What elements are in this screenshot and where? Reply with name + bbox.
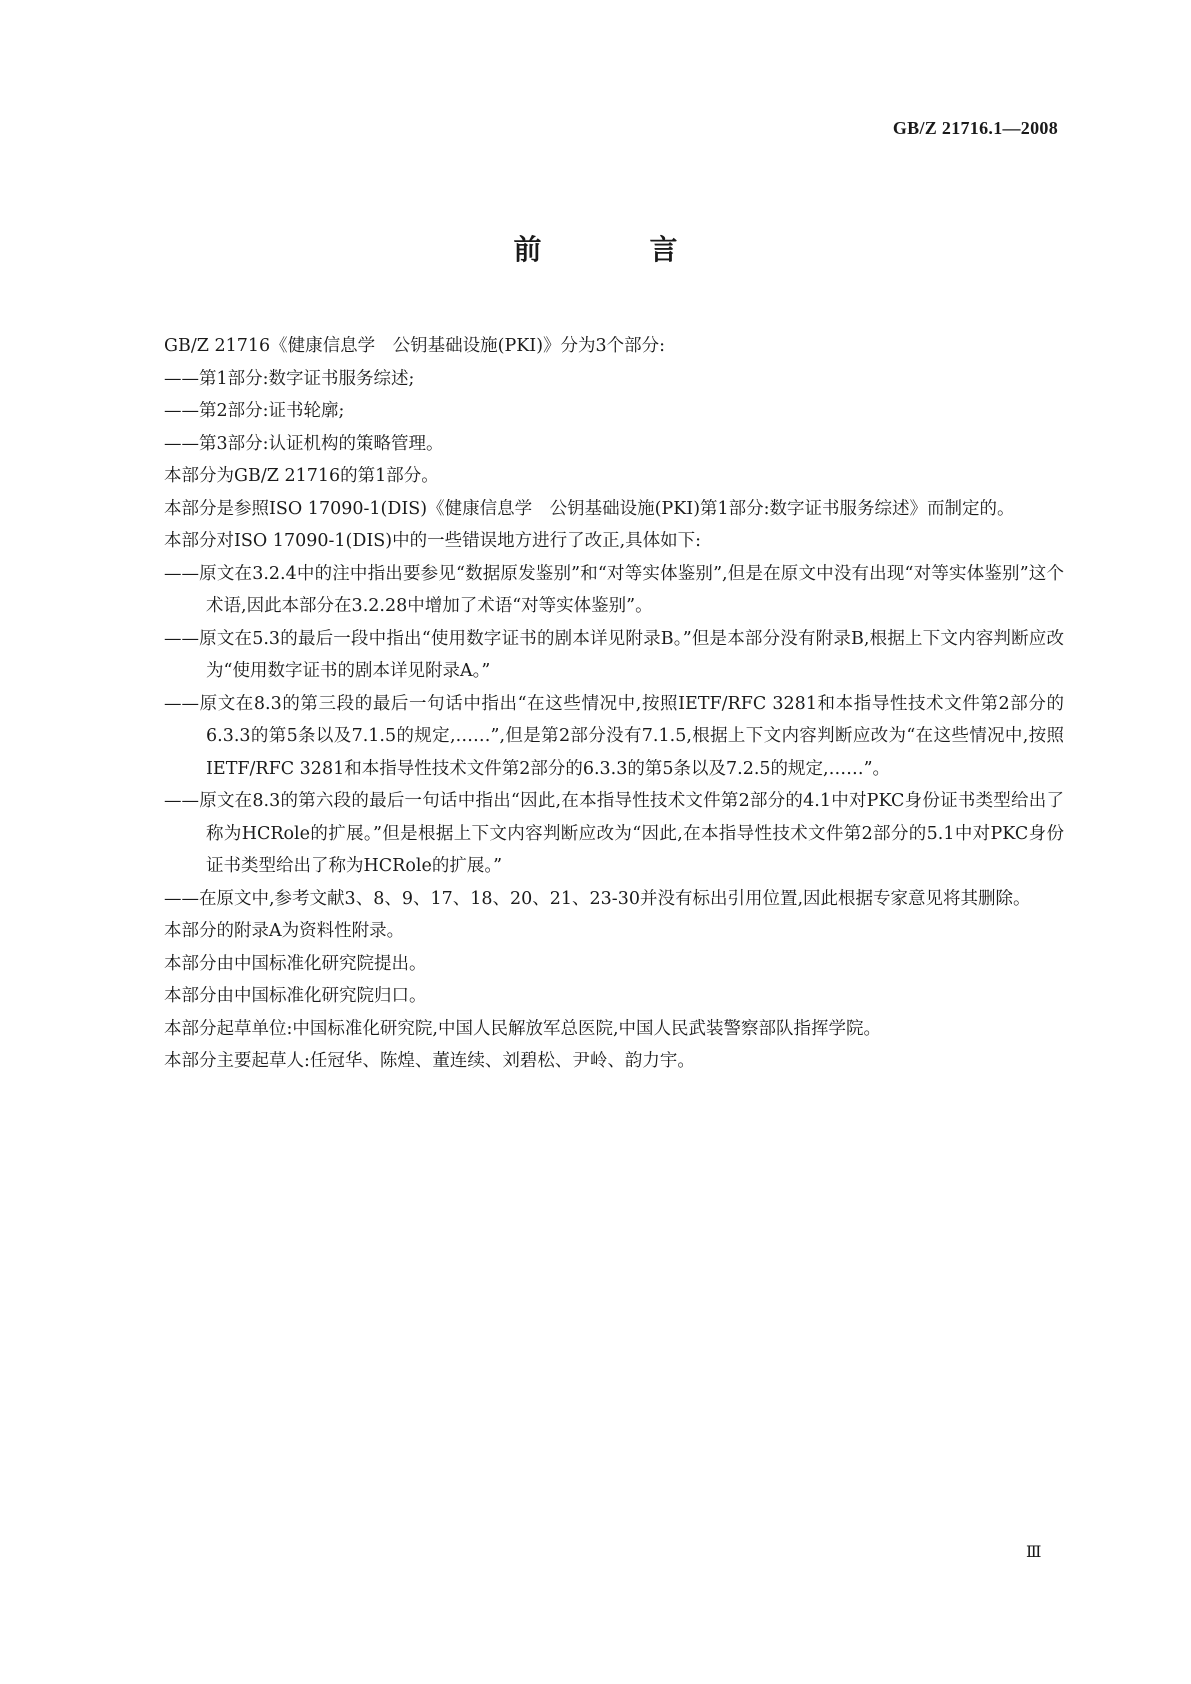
page-number: Ⅲ [1026, 1544, 1042, 1561]
page-title: 前 言 [513, 233, 718, 266]
paragraph-corrections-intro: 本部分对ISO 17090-1(DIS)中的一些错误地方进行了改正,具体如下: [164, 531, 702, 551]
list-item-correction-1: ——原文在3.2.4中的注中指出要参见“数据原发鉴别”和“对等实体鉴别”,但是在原文中没有出现“对等实体鉴别”这个术语,因此本部分在3.2.28中增加了术语“对等实体鉴别”。 [164, 563, 1064, 616]
list-item-part-2: ——第2部分:证书轮廓; [164, 401, 345, 421]
list-item-correction-2: ——原文在5.3的最后一段中指出“使用数字证书的剧本详见附录B。”但是本部分没有附录B,根据上下文内容判断应改为“使用数字证书的剧本详见附录A。” [164, 628, 1064, 681]
standard-code: GB/Z 21716.1—2008 [892, 118, 1058, 138]
paragraph-annex: 本部分的附录A为资料性附录。 [164, 921, 405, 941]
list-item-part-3: ——第3部分:认证机构的策略管理。 [164, 433, 444, 454]
paragraph-centralized-by: 本部分由中国标准化研究院归口。 [164, 986, 427, 1006]
list-item-correction-5: ——在原文中,参考文献3、8、9、17、18、20、21、23-30并没有标出引用位置,因此根据专家意见将其删除。 [164, 888, 1031, 909]
foreword-body [122, 330, 1064, 1078]
list-item-part-1: ——第1部分:数字证书服务综述; [164, 368, 415, 389]
paragraph-proposed-by: 本部分由中国标准化研究院提出。 [164, 953, 427, 974]
paragraph-this-part: 本部分为GB/Z 21716的第1部分。 [164, 466, 439, 486]
paragraph-parts-intro: GB/Z 21716《健康信息学 公钥基础设施(PKI)》分为3个部分: [164, 336, 666, 356]
list-item-correction-4: ——原文在8.3的第六段的最后一句话中指出“因此,在本指导性技术文件第2部分的4.1中对PKC身份证书类型给出了称为HCRole的扩展。”但是根据上下文内容判断应改为“因此,在本指导性技术文件第2部分的5.1中对PKC身份证书类型给出了称为HCRole的扩展。” [164, 791, 1064, 876]
paragraph-drafters: 本部分主要起草人:任冠华、陈煌、董连续、刘碧松、尹岭、韵力宇。 [164, 1051, 695, 1071]
list-item-correction-3: ——原文在8.3的第三段的最后一句话中指出“在这些情况中,按照IETF/RFC 3281和本指导性技术文件第2部分的6.3.3的第5条以及7.1.5的规定,……”,但是第2部分没有7.1.5,根据上下文内容判断应改为“在这些情况中,按照IETF/RFC 3281和本指导性技术文件第2部分的6.3.3的第5条以及7.2.5的规定,……”。 [164, 693, 1064, 779]
paragraph-drafting-units: 本部分起草单位:中国标准化研究院,中国人民解放军总医院,中国人民武装警察部队指挥学院。 [164, 1018, 882, 1039]
paragraph-reference-iso: 本部分是参照ISO 17090-1(DIS)《健康信息学 公钥基础设施(PKI)第1部分:数字证书服务综述》而制定的。 [164, 498, 1015, 519]
